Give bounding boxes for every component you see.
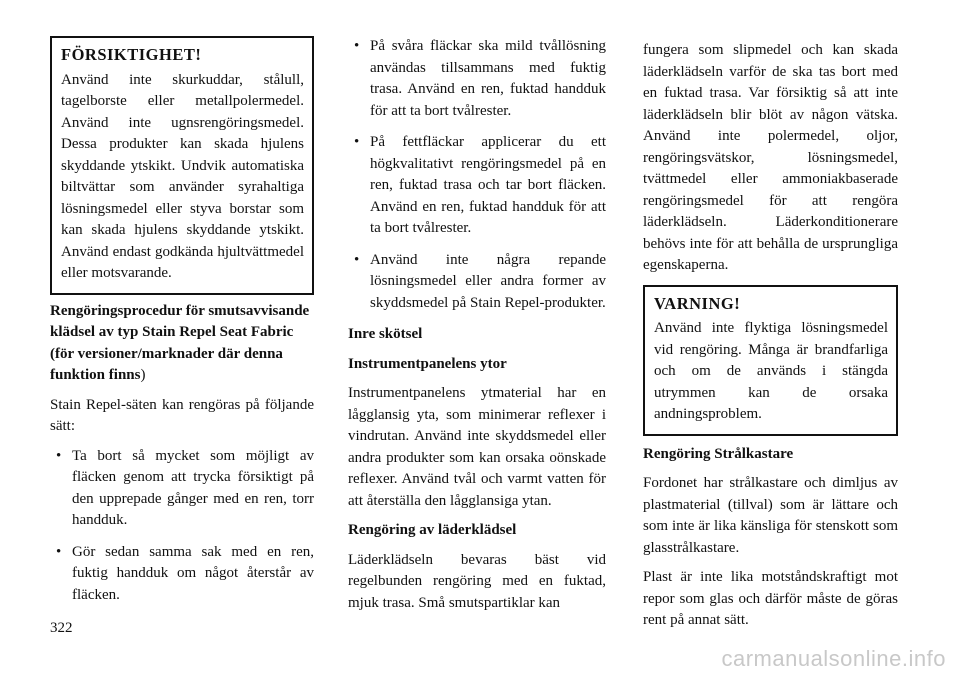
caution-title: FÖRSIKTIGHET! (61, 45, 202, 64)
caution-text: Använd inte skurkuddar, stålull, tagelborste eller metallpolermedel. Använd inte ugnsrengöringsmedel. Dessa produkter kan skada hjulens skyddande ytskikt. Undvik automatiska biltvättar som använder syrahaltiga lösningsmedel eller styva borstar som kan skada hjulens skyddande ytskikt. Använd endast godkända hjultvättmedel eller motsvarande. (61, 71, 304, 281)
dashboard-text: Instrumentpanelens ytmaterial har en lågglansig yta, som minimerar reflexer i vindrutan. Använd inte skyddsmedel eller andra produkter som kan orsaka oönskade reflexer. Använd tvål och varmt vatten för att återställa den lågglansiga ytan. (348, 385, 606, 509)
list-item-text: På svåra fläckar ska mild tvållösning användas tillsammans med fuktig trasa. Använd en ren, fuktad handduk för att ta bort tvålrester. (370, 38, 606, 119)
stain-repel-heading-bold: Rengöringsprocedur för smutsavvisande klädsel av typ Stain Repel Seat Fabric (för versioner/marknader där denna funktion finns (50, 302, 310, 383)
inner-care-heading: Inre skötsel (348, 326, 423, 342)
page-number: 322 (50, 620, 73, 636)
bullet-icon: • (56, 447, 62, 464)
warning-title: VARNING! (654, 293, 741, 313)
leather-text: Läderklädseln bevaras bäst vid regelbunden rengöring med en fuktad, mjuk trasa. Små smutspartiklar kan (348, 551, 606, 611)
column-middle (348, 36, 606, 622)
warning-text: Använd inte flyktiga lösningsmedel vid rengöring. Många är brandfarliga och om de används i stängda utrymmen kan de orsaka andningsproblem. (654, 320, 888, 422)
stain-bullets-cont (348, 36, 606, 314)
list-item-text: Använd inte några repande lösningsmedel eller andra former av skyddsmedel på Stain Repel-produkter. (370, 251, 606, 311)
headlamp-heading: Rengöring Strålkastare (643, 445, 794, 462)
headlamp-text-2: Plast är inte lika motståndskraftigt mot repor som glas och därför måste de göras rent på annat sätt. (643, 569, 898, 628)
column-left (50, 36, 314, 616)
column-right (643, 40, 898, 640)
leather-text-continued: fungera som slipmedel och kan skada läderklädseln varför de ska tas bort med en fuktad trasa. Var försiktig så att inte läderklädseln blir blöt av någon vätska. Använd inte polermedel, oljor, rengöringsvätskor, lösningsmedel, tvättmedel eller ammoniakbaserade rengöringsmedel för att rengöra läderklädseln. Läderkonditionerare behövs inte för att behålla de ursprungliga egenskaperna. (643, 42, 898, 273)
watermark: carmanualsonline.info (721, 646, 946, 671)
list-item-text: På fettfläckar applicerar du ett högkvalitativt rengöringsmedel på en ren, fuktad trasa och tar bort fläcken. Använd en ren, fuktad handduk för att ta bort tvålrester. (370, 134, 606, 236)
stain-repel-heading-end: ) (140, 367, 146, 383)
leather-heading: Rengöring av läderklädsel (348, 522, 517, 538)
caution-box (50, 36, 314, 295)
headlamp-text-1: Fordonet har strålkastare och dimljus av plastmaterial (tillval) som är lättare och som inte är lika känsliga för stenskott som glasstrålkastare. (643, 475, 898, 556)
list-item-text: Ta bort så mycket som möjligt av fläcken genom att trycka försiktigt på den upprepade gånger med en ren, torr handduk. (72, 447, 314, 528)
list-item (348, 36, 606, 122)
bullet-icon: • (354, 38, 360, 54)
bullet-icon: • (354, 251, 360, 268)
list-item (50, 446, 314, 532)
list-item-text: Gör sedan samma sak med en ren, fuktig handduk om något återstår av fläcken. (72, 543, 314, 603)
warning-box (643, 285, 898, 436)
bullet-icon: • (354, 134, 360, 150)
list-item (50, 542, 314, 607)
dashboard-heading: Instrumentpanelens ytor (348, 355, 507, 372)
bullet-icon: • (56, 543, 62, 560)
list-item (348, 250, 606, 315)
stain-repel-heading (50, 301, 314, 387)
stain-repel-intro: Stain Repel-säten kan rengöras på följande sätt: (50, 396, 314, 434)
stain-repel-bullets (50, 446, 314, 607)
list-item (348, 132, 606, 240)
